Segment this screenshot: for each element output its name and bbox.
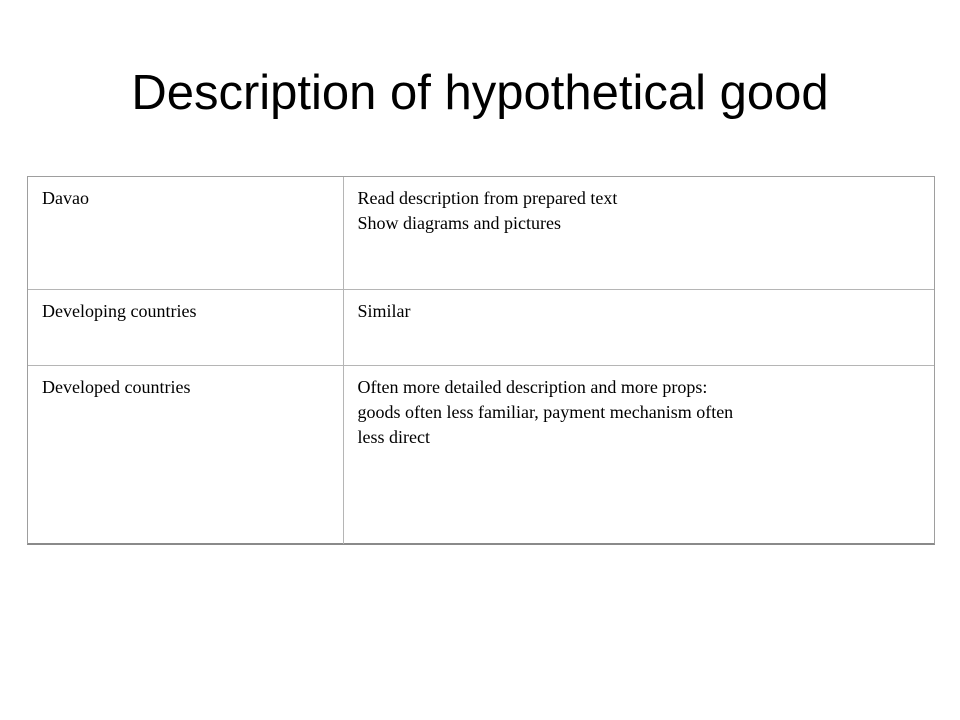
table-row: [28, 365, 934, 544]
row-label: Davao: [28, 177, 343, 289]
slide-title: Description of hypothetical good: [131, 66, 829, 120]
table-row: [28, 289, 934, 365]
row-label: Developed countries: [28, 365, 343, 544]
comparison-table: [27, 176, 935, 545]
row-description: [343, 365, 934, 544]
row-description: [343, 289, 934, 365]
description-line: Similar: [357, 300, 411, 321]
table-row: [28, 177, 934, 289]
row-label: Developing countries: [28, 289, 343, 365]
description-line: Often more detailed description and more props:: [357, 376, 708, 397]
description-line: Show diagrams and pictures: [357, 213, 561, 233]
description-line: goods often less familiar, payment mechanism often: [357, 401, 734, 422]
row-description: [343, 177, 934, 289]
description-line: Read description from prepared text: [357, 188, 618, 208]
description-line: less direct: [357, 426, 430, 447]
